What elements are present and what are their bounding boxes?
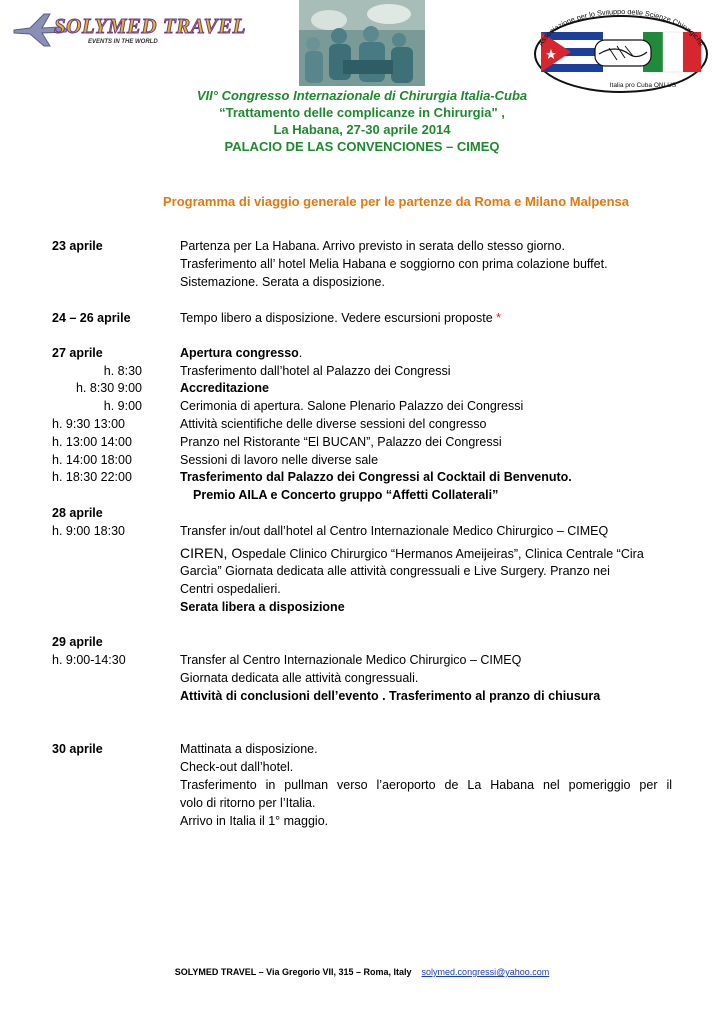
date-28-aprile: 28 aprile xyxy=(52,506,103,520)
d27-text-4: Attività scientifiche delle diverse sessioni del congresso xyxy=(180,417,487,431)
d30-line-2: Check-out dall’hotel. xyxy=(180,760,294,774)
d27-time-1: h. 8:30 xyxy=(103,364,142,378)
d27-text-6: Sessioni di lavoro nelle diverse sale xyxy=(180,453,379,467)
d27-text-1: Trasferimento dall’hotel al Palazzo dei Congressi xyxy=(180,364,451,378)
d23-line-2: Trasferimento all’ hotel Melia Habana e soggiorno con prima colazione buffet. xyxy=(180,257,608,271)
d28-line-2 xyxy=(180,545,644,563)
date-29-aprile: 29 aprile xyxy=(52,635,103,649)
congress-title xyxy=(0,87,724,155)
d28-time: h. 9:00 18:30 xyxy=(52,524,125,538)
d30-line-5: Arrivo in Italia il 1° maggio. xyxy=(180,814,329,828)
logo-sub-text: Italia pro Cuba ONLUS xyxy=(609,82,677,89)
d27-time-3: h. 9:00 xyxy=(103,399,142,413)
date-24-26-aprile: 24 – 26 aprile xyxy=(52,311,131,325)
d27-text-7: Trasferimento dal Palazzo dei Congressi al Cocktail di Benvenuto. xyxy=(180,470,572,484)
d24-text: Tempo libero a disposizione. Vedere escursioni proposte xyxy=(180,311,493,325)
d28-line-2-rest: spedale Clinico Chirurgico “Hermanos Ameijeiras”, Clinica Centrale “Cira xyxy=(242,547,644,561)
d28-line-5: Serata libera a disposizione xyxy=(180,600,345,614)
d27-extra: Premio AILA e Concerto gruppo “Affetti Collaterali” xyxy=(193,488,499,502)
d30-line-4: volo di ritorno per l’Italia. xyxy=(180,796,316,810)
date-23-aprile: 23 aprile xyxy=(52,239,103,253)
d27-time-6: h. 14:00 18:00 xyxy=(52,453,132,467)
logo-brand: SOLYMED TRAVEL xyxy=(54,14,246,38)
d27-time-4: h. 9:30 13:00 xyxy=(52,417,125,431)
program-title: Programma di viaggio generale per le partenze da Roma e Milano Malpensa xyxy=(163,194,629,209)
association-logo xyxy=(525,10,715,96)
solymed-logo xyxy=(10,10,246,52)
handshake-icon xyxy=(595,40,651,66)
date-27-aprile: 27 aprile xyxy=(52,346,103,360)
footer xyxy=(0,966,724,978)
d29-line-2: Giornata dedicata alle attività congressuali. xyxy=(180,671,419,685)
d23-line-3: Sistemazione. Serata a disposizione. xyxy=(180,275,385,289)
opening-dot: . xyxy=(298,346,303,360)
d28-line-4: Centri ospedalieri. xyxy=(180,582,281,596)
d27-text-2: Accreditazione xyxy=(180,381,269,395)
d30-line-3: Trasferimento in pullman verso l’aeroporto de La Habana nel pomeriggio per il xyxy=(180,778,672,792)
d29-line-1: Transfer al Centro Internazionale Medico Chirurgico – CIMEQ xyxy=(180,653,522,667)
title-line-4: PALACIO DE LAS CONVENCIONES – CIMEQ xyxy=(224,139,500,154)
opening-text: Apertura congresso xyxy=(180,346,299,360)
d30-line-1: Mattinata a disposizione. xyxy=(180,742,318,756)
d27-time-7: h. 18:30 22:00 xyxy=(52,470,132,484)
title-line-3: La Habana, 27-30 aprile 2014 xyxy=(273,122,451,137)
d27-time-5: h. 13:00 14:00 xyxy=(52,435,132,449)
d27-text-3: Cerimonia di apertura. Salone Plenario Palazzo dei Congressi xyxy=(180,399,524,413)
d29-line-3: Attività di conclusioni dell’evento . Trasferimento al pranzo di chiusura xyxy=(180,689,601,703)
title-line-2: “Trattamento delle complicanze in Chirurgia" , xyxy=(219,105,505,120)
asterisk-mark: * xyxy=(496,311,502,325)
surgery-photo xyxy=(299,0,425,86)
d27-opening xyxy=(180,345,302,362)
logo-tagline: EVENTS IN THE WORLD xyxy=(88,39,158,45)
d29-time: h. 9:00-14:30 xyxy=(52,653,126,667)
d28-line-3: Garcìa” Giornata dedicata alle attività congressuali e Live Surgery. Pranzo nei xyxy=(180,564,610,578)
d24-line xyxy=(180,310,501,327)
footer-address: SOLYMED TRAVEL – Via Gregorio VII, 315 – Roma, Italy xyxy=(174,967,412,977)
d28-ciren: CIREN, O xyxy=(180,545,243,561)
d27-time-2: h. 8:30 9:00 xyxy=(75,381,142,395)
d28-line-1: Transfer in/out dall’hotel al Centro Internazionale Medico Chirurgico – CIMEQ xyxy=(180,524,609,538)
title-line-1: VII° Congresso Internazionale di Chirurgia Italia-Cuba xyxy=(196,88,528,103)
date-30-aprile: 30 aprile xyxy=(52,742,103,756)
logo-arc-text: Associazione per lo Sviluppo delle Scienze Chirurgiche xyxy=(535,10,707,48)
footer-email-link[interactable]: solymed.congressi@yahoo.com xyxy=(421,967,550,977)
d23-line-1: Partenza per La Habana. Arrivo previsto in serata dello stesso giorno. xyxy=(180,239,565,253)
d27-text-5: Pranzo nel Ristorante “El BUCAN”, Palazzo dei Congressi xyxy=(180,435,502,449)
